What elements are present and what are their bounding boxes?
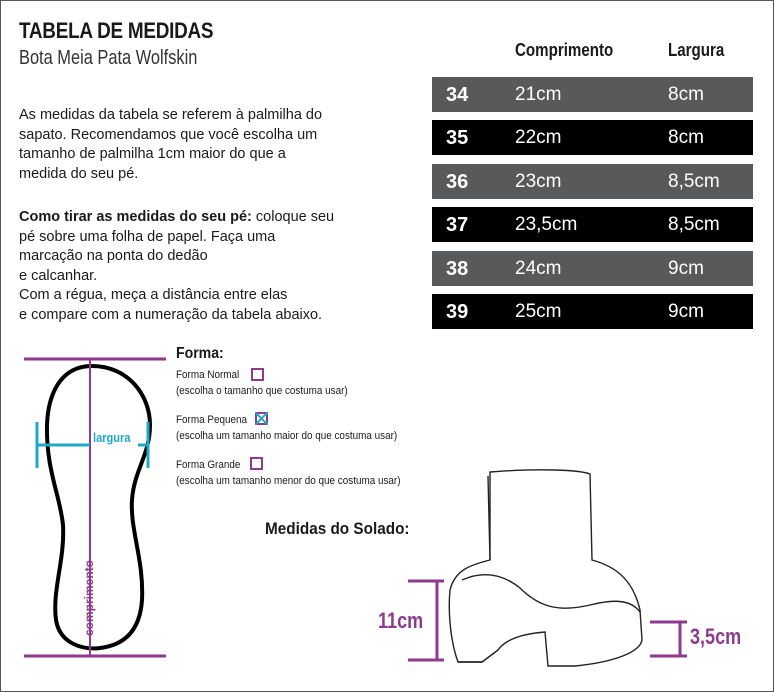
width-label: largura (93, 430, 131, 445)
size-cell: 39 (446, 301, 469, 323)
checkbox-grande[interactable] (250, 457, 263, 470)
column-header-length: Comprimento (515, 40, 614, 60)
size-cell: 34 (446, 84, 469, 106)
forma-option-pequena (176, 414, 247, 426)
length-cell: 22cm (515, 127, 562, 148)
size-cell: 36 (446, 171, 469, 193)
howto-line: Com a régua, meça a distância entre elas (19, 287, 288, 304)
howto-line: e calcanhar. (19, 267, 98, 284)
checkbox-pequena[interactable] (255, 412, 268, 425)
width-cell: 8,5cm (668, 171, 720, 192)
intro-line: tamanho de palmilha 1cm maior do que a (19, 146, 286, 163)
solado-title: Medidas do Solado: (265, 519, 410, 538)
forma-option-label: Forma Pequena (176, 414, 248, 426)
length-cell: 25cm (515, 301, 562, 322)
forma-option-label: Forma Grande (176, 459, 241, 471)
product-name: Bota Meia Pata Wolfskin (19, 47, 198, 69)
forma-title: Forma: (176, 345, 224, 362)
howto-line: marcação na ponta do dedão (19, 248, 208, 265)
width-cell: 9cm (668, 258, 704, 279)
howto-line: pé sobre uma folha de papel. Faça uma (19, 228, 276, 245)
width-cell: 9cm (668, 301, 704, 322)
page-title: TABELA DE MEDIDAS (19, 18, 214, 43)
forma-option-note: (escolha um tamanho menor do que costuma usar) (176, 475, 401, 487)
intro-line: medida do seu pé. (19, 165, 139, 182)
width-cell: 8cm (668, 127, 704, 148)
howto-line-rest: coloque seu (251, 209, 335, 225)
forma-option-grande (176, 459, 240, 471)
forma-option-note: (escolha o tamanho que costuma usar) (176, 385, 348, 397)
width-cell: 8,5cm (668, 214, 720, 235)
platform-height-value: 11cm (378, 608, 424, 633)
forma-option-label: Forma Normal (176, 369, 240, 381)
intro-line: As medidas da tabela se referem à palmilha do (19, 107, 323, 123)
front-height-dimension (650, 622, 687, 656)
checkbox-normal[interactable] (251, 368, 264, 381)
forma-option-normal (176, 369, 239, 381)
intro-line: sapato. Recomendamos que você escolha um (19, 126, 318, 143)
checkmark-x-icon (255, 412, 268, 425)
size-cell: 38 (446, 258, 469, 280)
size-cell: 35 (446, 127, 469, 149)
forma-option-note: (escolha um tamanho maior do que costuma usar) (176, 430, 398, 442)
column-header-width: Largura (668, 40, 725, 60)
howto-line: e compare com a numeração da tabela abaixo. (19, 306, 323, 323)
insole-icon (47, 366, 150, 648)
howto-heading: Como tirar as medidas do seu pé: (19, 209, 252, 225)
length-cell: 24cm (515, 258, 562, 279)
length-label: comprimento (82, 559, 96, 636)
width-dimension-line (37, 422, 148, 468)
length-cell: 23cm (515, 171, 562, 192)
boot-icon (449, 470, 642, 666)
size-cell: 37 (446, 214, 469, 236)
front-height-value: 3,5cm (690, 624, 742, 649)
length-cell: 23,5cm (515, 214, 578, 235)
width-cell: 8cm (668, 84, 704, 105)
length-cell: 21cm (515, 84, 562, 105)
